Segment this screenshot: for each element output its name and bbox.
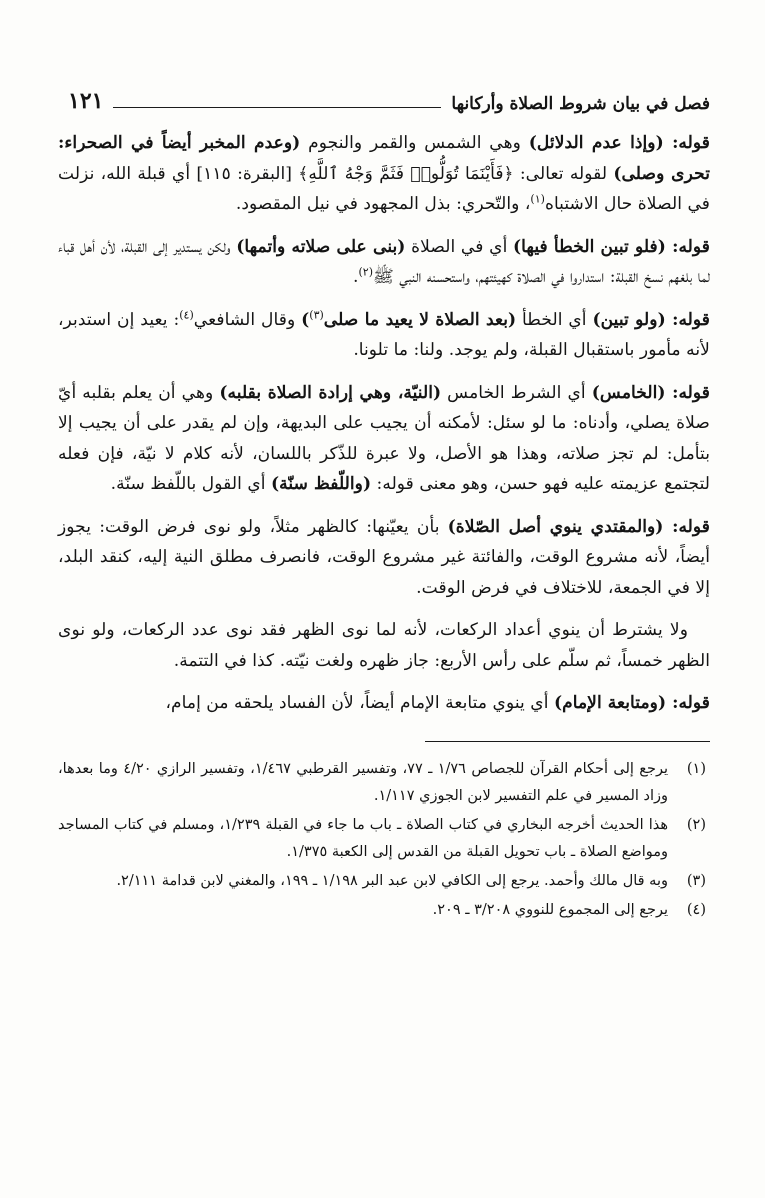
lemma-marker: قوله: [665, 382, 710, 403]
matn-quote: (ولو تبين) [592, 309, 666, 330]
lemma-marker: قوله: [666, 693, 710, 713]
footnote-ref: (٤) [179, 307, 194, 321]
matn-quote: ) [301, 309, 310, 330]
commentary-text: لقوله تعالى: ﴿فَأَيْنَمَا تُوَلُّوا۟ فَثَمَّ وَجْهُ ٱللَّهِ﴾ [البقرة: ١١٥] أي قبلة الله، نزلت في الصلاة حال الاشتباه [58, 163, 710, 214]
paragraph [58, 128, 710, 220]
commentary-text: أي الخطأ [516, 309, 593, 330]
footnote-text: وبه قال مالك وأحمد. يرجع إلى الكافي لابن عبد البر ١/١٩٨ ـ ١٩٩، والمغني لابن قدامة ٢/١١١. [116, 872, 668, 889]
paragraph [58, 232, 710, 293]
paragraph [58, 688, 710, 719]
paragraph [58, 512, 710, 604]
commentary-text: أي الشرط الخامس [441, 382, 592, 403]
matn-quote: (ومتابعة الإمام) [553, 693, 667, 713]
running-title: فصل في بيان شروط الصلاة وأركانها [451, 94, 710, 114]
lemma-marker: قوله: [663, 516, 710, 537]
matn-quote: (والمقتدي ينوي أصل الصّلاة) [447, 516, 664, 537]
main-text [58, 128, 710, 719]
commentary-text: أي القول باللّفظ سنّة. [110, 474, 272, 494]
matn-quote: (النيّة، وهي إرادة الصلاة بقلبه) [219, 382, 442, 403]
paragraph [58, 615, 710, 676]
matn-quote: (بنى على صلاته وأتمها) [236, 236, 406, 257]
commentary-text: أي في الصلاة [405, 236, 514, 257]
commentary-text: . [353, 267, 359, 287]
footnote-number: (٣) [686, 872, 706, 889]
commentary-text: وقال الشافعي [193, 309, 302, 330]
footnote-text: يرجع إلى أحكام القرآن للجصاص ١/٧٦ ـ ٧٧، وتفسير القرطبي ١/٤٦٧، وتفسير الرازي ٤/٢٠ وما بعدها، وزاد المسير في علم التفسير لابن الجوزي ١/١١٧. [58, 760, 668, 804]
paragraph [58, 305, 710, 366]
commentary-text: ولا يشترط أن ينوي أعداد الركعات، لأنه لما نوى الظهر فقد نوى عدد الركعات، ولو نوى الظهر خمساً، ثم سلّم على رأس الأربع: جاز ظهره ولغت نيّته. كذا في التتمة. [58, 620, 710, 671]
lemma-marker: قوله: [663, 133, 710, 153]
commentary-text: : يعيد إن استدبر، لأنه مأمور باستقبال القبلة، ولم يوجد. ولنا: ما تلونا. [58, 309, 710, 360]
page-number: ١٢١ [68, 88, 104, 114]
matn-quote: (الخامس) [591, 382, 666, 403]
footnote-number: (٤) [686, 901, 706, 918]
footnote-text: يرجع إلى المجموع للنووي ٣/٢٠٨ ـ ٢٠٩. [432, 901, 668, 918]
header-rule [113, 107, 441, 108]
footnote [58, 868, 710, 895]
commentary-text: ، والتّحري: بذل المجهود في نيل المقصود. [235, 194, 531, 214]
matn-quote: (فلو تبين الخطأ فيها) [513, 236, 666, 257]
matn-quote: (واللّفظ سنّة) [271, 474, 372, 494]
lemma-marker: قوله: [665, 236, 710, 257]
commentary-text: أي ينوي متابعة الإمام أيضاً، لأن الفساد يلحقه من إمام، [165, 693, 554, 713]
matn-quote: (وإذا عدم الدلائل) [528, 133, 664, 153]
lemma-marker: قوله: [665, 309, 710, 330]
footnote [58, 897, 710, 924]
matn-quote: (وعدم المخبر أيضاً في الصحراء: تحرى وصلى) [58, 133, 710, 184]
matn-quote: (بعد الصلاة لا يعيد ما صلى [323, 309, 517, 330]
running-head [58, 70, 710, 114]
footnotes [58, 756, 710, 924]
footnote-ref: (١) [530, 192, 545, 206]
footnote-ref: (٢) [358, 265, 374, 279]
footnote-text: هذا الحديث أخرجه البخاري في كتاب الصلاة ـ باب ما جاء في القبلة ١/٢٣٩، ومسلم في كتاب المساجد ومواضع الصلاة ـ باب تحويل القبلة من القدس إلى الكعبة ١/٣٧٥. [58, 816, 668, 860]
paragraph [58, 378, 710, 500]
commentary-text: وهي الشمس والقمر والنجوم [300, 133, 529, 153]
commentary-text: بأن يعيّنها: كالظهر مثلاً، ولو نوى فرض الوقت: يجوز أيضاً، لأنه مشروع الوقت، والفائتة غير مشروع الوقت، فانصرف مطلق النية إليه، كنقد البلد، إلا في الجمعة، للاختلاف في فرض الوقت. [58, 516, 710, 598]
book-page [58, 70, 710, 926]
footnote-separator [425, 741, 710, 742]
footnote-ref: (٣) [309, 307, 324, 321]
commentary-text: ولكن يستدير إلى القبلة، لأن أهل قباء لما بلغهم نسخ القبلة: استداروا في الصلاة كهيئتهم، واستحسنه النبي ﷺ [58, 236, 710, 287]
footnote [58, 812, 710, 866]
footnote-number: (١) [686, 760, 706, 777]
commentary-text: وهي أن يعلم بقلبه أيّ صلاة يصلي، وأدناه: ما لو سئل: لأمكنه أن يجيب على البديهة، وإن لم يقدر على أن يجيب إلا بتأمل: لم تجز صلاته، وهذا هو الأصل، ولا عبرة للذّكر باللسان، لأنه كلام لا نيّة، فإن فعله لتجتمع عزيمته عليه فهو حسن، وهو معنى قوله: [58, 382, 710, 494]
footnote [58, 756, 710, 810]
footnote-number: (٢) [686, 816, 706, 833]
